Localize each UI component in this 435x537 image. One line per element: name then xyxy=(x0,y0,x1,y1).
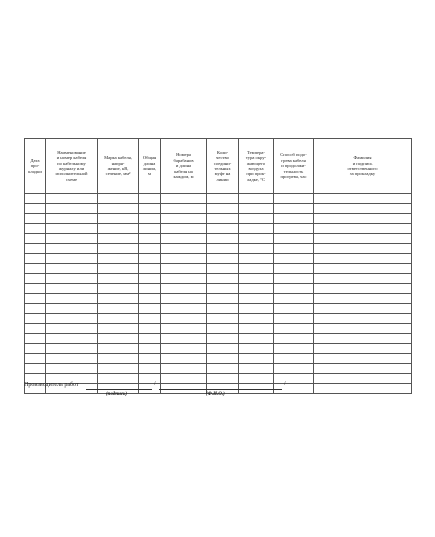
header-air-temperature: Темпера- тура окру- жающего воздуха при прок- ладке, °С xyxy=(239,139,274,194)
table-row xyxy=(25,214,412,224)
table-cell[interactable] xyxy=(161,334,207,344)
table-cell[interactable] xyxy=(207,244,239,254)
table-cell[interactable] xyxy=(207,204,239,214)
table-cell[interactable] xyxy=(239,264,274,274)
table-cell[interactable] xyxy=(274,244,314,254)
table-cell[interactable] xyxy=(46,294,98,304)
table-cell[interactable] xyxy=(314,264,412,274)
table-cell[interactable] xyxy=(207,194,239,204)
table-cell[interactable] xyxy=(46,264,98,274)
table-cell[interactable] xyxy=(274,194,314,204)
table-cell[interactable] xyxy=(98,324,139,334)
table-cell[interactable] xyxy=(25,334,46,344)
table-cell[interactable] xyxy=(25,264,46,274)
table-cell[interactable] xyxy=(239,224,274,234)
table-cell[interactable] xyxy=(314,344,412,354)
header-drum-numbers: Номера барабанов и длина кабеля на каждом, м xyxy=(161,139,207,194)
table-cell[interactable] xyxy=(25,364,46,374)
table-cell[interactable] xyxy=(139,234,161,244)
table-cell[interactable] xyxy=(274,214,314,224)
table-cell[interactable] xyxy=(314,214,412,224)
table-cell[interactable] xyxy=(314,204,412,214)
table-cell[interactable] xyxy=(161,264,207,274)
table-row xyxy=(25,224,412,234)
table-row xyxy=(25,364,412,374)
table-cell[interactable] xyxy=(207,254,239,264)
table-cell[interactable] xyxy=(98,194,139,204)
table-cell[interactable] xyxy=(98,214,139,224)
table-cell[interactable] xyxy=(98,364,139,374)
table-cell[interactable] xyxy=(139,224,161,234)
table-cell[interactable] xyxy=(314,254,412,264)
table-cell[interactable] xyxy=(46,324,98,334)
table-cell[interactable] xyxy=(161,234,207,244)
table-cell[interactable] xyxy=(314,284,412,294)
table-cell[interactable] xyxy=(46,354,98,364)
table-cell[interactable] xyxy=(239,324,274,334)
separator-slash: / xyxy=(154,381,156,387)
table-cell[interactable] xyxy=(161,364,207,374)
table-cell[interactable] xyxy=(25,314,46,324)
table-cell[interactable] xyxy=(98,304,139,314)
table-cell[interactable] xyxy=(207,304,239,314)
table-row xyxy=(25,344,412,354)
table-cell[interactable] xyxy=(139,304,161,314)
table-cell[interactable] xyxy=(207,294,239,304)
table-cell[interactable] xyxy=(46,224,98,234)
table-row xyxy=(25,334,412,344)
table-row xyxy=(25,234,412,244)
table-cell[interactable] xyxy=(161,284,207,294)
table-cell[interactable] xyxy=(46,274,98,284)
table-cell[interactable] xyxy=(239,314,274,324)
table-cell[interactable] xyxy=(207,224,239,234)
table-cell[interactable] xyxy=(239,364,274,374)
table-cell[interactable] xyxy=(139,264,161,274)
table-row xyxy=(25,294,412,304)
table-cell[interactable] xyxy=(25,324,46,334)
table-cell[interactable] xyxy=(161,354,207,364)
table-cell[interactable] xyxy=(239,294,274,304)
table-cell[interactable] xyxy=(161,194,207,204)
header-cable-brand: Марка кабеля, напря- жение, кВ, сечение, мм² xyxy=(98,139,139,194)
table-cell[interactable] xyxy=(139,214,161,224)
table-cell[interactable] xyxy=(314,234,412,244)
table-cell[interactable] xyxy=(161,214,207,224)
table-cell[interactable] xyxy=(239,274,274,284)
table-cell[interactable] xyxy=(98,314,139,324)
table-cell[interactable] xyxy=(139,274,161,284)
table-cell[interactable] xyxy=(207,264,239,274)
table-cell[interactable] xyxy=(207,214,239,224)
table-row xyxy=(25,314,412,324)
table-cell[interactable] xyxy=(98,344,139,354)
table-cell[interactable] xyxy=(139,194,161,204)
table-cell[interactable] xyxy=(161,304,207,314)
table-cell[interactable] xyxy=(239,284,274,294)
table-cell[interactable] xyxy=(98,284,139,294)
table-cell[interactable] xyxy=(25,234,46,244)
table-cell[interactable] xyxy=(314,364,412,374)
table-cell[interactable] xyxy=(139,324,161,334)
table-cell[interactable] xyxy=(139,284,161,294)
header-cable-name: Наименование и номер кабеля по кабельному журналу или исполнительной схеме xyxy=(46,139,98,194)
table-cell[interactable] xyxy=(239,194,274,204)
table-cell[interactable] xyxy=(139,364,161,374)
table-cell[interactable] xyxy=(274,364,314,374)
signature-footer xyxy=(24,380,424,400)
table-cell[interactable] xyxy=(46,344,98,354)
table-cell[interactable] xyxy=(25,244,46,254)
table-cell[interactable] xyxy=(314,354,412,364)
table-cell[interactable] xyxy=(314,334,412,344)
table-cell[interactable] xyxy=(314,274,412,284)
table-cell[interactable] xyxy=(46,334,98,344)
table-cell[interactable] xyxy=(239,254,274,264)
table-cell[interactable] xyxy=(25,224,46,234)
table-cell[interactable] xyxy=(274,304,314,314)
table-cell[interactable] xyxy=(274,274,314,284)
header-total-length: Общая длина линии, м xyxy=(139,139,161,194)
table-cell[interactable] xyxy=(98,254,139,264)
table-cell[interactable] xyxy=(314,244,412,254)
table-row xyxy=(25,254,412,264)
header-date: Дата про- кладки xyxy=(25,139,46,194)
table-cell[interactable] xyxy=(274,314,314,324)
table-cell[interactable] xyxy=(46,304,98,314)
table-cell[interactable] xyxy=(25,344,46,354)
cable-laying-log-table xyxy=(24,138,412,394)
table-cell[interactable] xyxy=(46,364,98,374)
table-cell[interactable] xyxy=(46,284,98,294)
table-cell[interactable] xyxy=(314,314,412,324)
table-cell[interactable] xyxy=(139,314,161,324)
signature-line[interactable] xyxy=(86,389,152,390)
table-cell[interactable] xyxy=(161,324,207,334)
table-cell[interactable] xyxy=(25,194,46,204)
name-line[interactable] xyxy=(159,389,282,390)
table-cell[interactable] xyxy=(314,324,412,334)
table-cell[interactable] xyxy=(314,294,412,304)
table-cell[interactable] xyxy=(207,364,239,374)
table-cell[interactable] xyxy=(98,354,139,364)
table-cell[interactable] xyxy=(207,354,239,364)
table-cell[interactable] xyxy=(274,234,314,244)
header-couplings-count: Коли- чество соедини- тельных муфт на линии xyxy=(207,139,239,194)
table-cell[interactable] xyxy=(25,214,46,224)
table-cell[interactable] xyxy=(239,234,274,244)
table-cell[interactable] xyxy=(139,294,161,304)
table-row xyxy=(25,194,412,204)
table-cell[interactable] xyxy=(98,334,139,344)
table-cell[interactable] xyxy=(314,304,412,314)
table-cell[interactable] xyxy=(239,214,274,224)
table-row xyxy=(25,304,412,314)
table-cell[interactable] xyxy=(25,354,46,364)
separator-slash: / xyxy=(284,381,286,387)
table-cell[interactable] xyxy=(314,224,412,234)
table-cell[interactable] xyxy=(46,254,98,264)
table-cell[interactable] xyxy=(239,244,274,254)
table-cell[interactable] xyxy=(139,204,161,214)
table-cell[interactable] xyxy=(98,264,139,274)
table-cell[interactable] xyxy=(239,334,274,344)
table-row xyxy=(25,264,412,274)
table-cell[interactable] xyxy=(274,324,314,334)
table-cell[interactable] xyxy=(207,234,239,244)
table-cell[interactable] xyxy=(274,264,314,274)
table-cell[interactable] xyxy=(207,284,239,294)
table-cell[interactable] xyxy=(161,314,207,324)
table-row xyxy=(25,284,412,294)
table-cell[interactable] xyxy=(161,254,207,264)
table-cell[interactable] xyxy=(25,284,46,294)
table-cell[interactable] xyxy=(139,254,161,264)
table-cell[interactable] xyxy=(98,294,139,304)
table-cell[interactable] xyxy=(161,224,207,234)
header-heating-method: Способ подо- грева кабеля и продолжи- тельность прогрева, час xyxy=(274,139,314,194)
table-cell[interactable] xyxy=(239,304,274,314)
table-cell[interactable] xyxy=(46,194,98,204)
table-cell[interactable] xyxy=(98,244,139,254)
table-cell[interactable] xyxy=(139,344,161,354)
table-row xyxy=(25,204,412,214)
table-cell[interactable] xyxy=(46,214,98,224)
table-cell[interactable] xyxy=(207,274,239,284)
table-cell[interactable] xyxy=(139,244,161,254)
table-row xyxy=(25,244,412,254)
table-cell[interactable] xyxy=(239,344,274,354)
table-cell[interactable] xyxy=(239,354,274,364)
table-cell[interactable] xyxy=(46,204,98,214)
table-cell[interactable] xyxy=(274,334,314,344)
table-cell[interactable] xyxy=(98,204,139,214)
table-cell[interactable] xyxy=(207,324,239,334)
table-cell[interactable] xyxy=(46,234,98,244)
table-cell[interactable] xyxy=(161,244,207,254)
table-row xyxy=(25,324,412,334)
table-cell[interactable] xyxy=(274,344,314,354)
table-cell[interactable] xyxy=(314,194,412,204)
table-cell[interactable] xyxy=(25,274,46,284)
table-cell[interactable] xyxy=(207,344,239,354)
table-cell[interactable] xyxy=(274,284,314,294)
table-row xyxy=(25,274,412,284)
table-cell[interactable] xyxy=(161,294,207,304)
name-hint: (Ф.И.О.) xyxy=(206,392,225,397)
table-cell[interactable] xyxy=(274,354,314,364)
table-cell[interactable] xyxy=(207,334,239,344)
table-cell[interactable] xyxy=(98,274,139,284)
table-cell[interactable] xyxy=(139,334,161,344)
table-cell[interactable] xyxy=(25,304,46,314)
table-cell[interactable] xyxy=(46,314,98,324)
table-cell[interactable] xyxy=(98,234,139,244)
table-cell[interactable] xyxy=(161,274,207,284)
table-cell[interactable] xyxy=(25,254,46,264)
table-cell[interactable] xyxy=(161,344,207,354)
table-cell[interactable] xyxy=(274,224,314,234)
signature-hint: (подпись) xyxy=(106,392,128,397)
header-responsible-person: Фамилия и подпись ответственного за прокладку xyxy=(314,139,412,194)
table-cell[interactable] xyxy=(98,224,139,234)
table-cell[interactable] xyxy=(207,314,239,324)
table-cell[interactable] xyxy=(25,204,46,214)
table-cell[interactable] xyxy=(25,294,46,304)
table-cell[interactable] xyxy=(161,204,207,214)
table-cell[interactable] xyxy=(274,204,314,214)
table-cell[interactable] xyxy=(239,204,274,214)
table-header-row xyxy=(25,139,412,194)
table-cell[interactable] xyxy=(46,244,98,254)
table-row xyxy=(25,354,412,364)
work-manager-label: Производитель работ xyxy=(24,382,79,388)
table-cell[interactable] xyxy=(274,254,314,264)
table-cell[interactable] xyxy=(274,294,314,304)
table-cell[interactable] xyxy=(139,354,161,364)
